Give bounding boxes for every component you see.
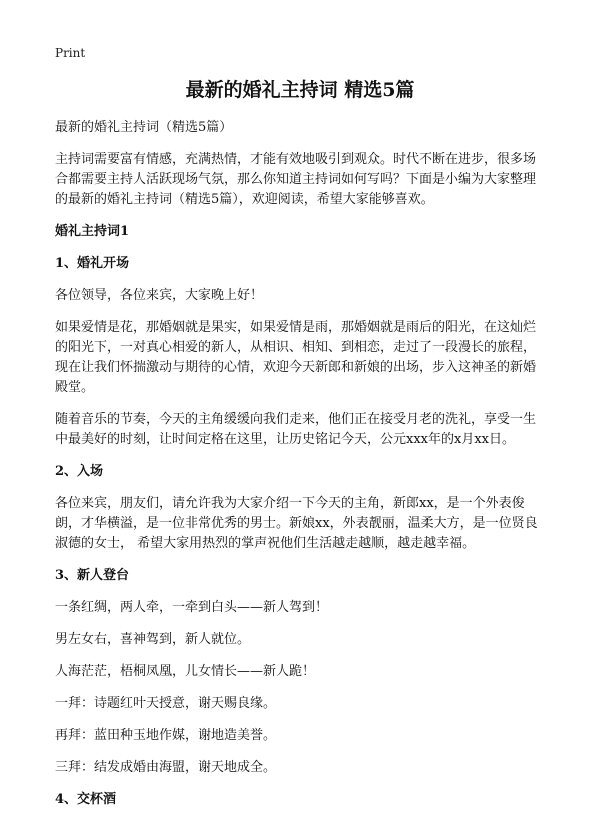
paragraph: 一条红绸，两人牵，一牵到白头——新人驾到！ <box>55 600 329 615</box>
document-body <box>55 118 545 822</box>
intro-paragraph: 主持词需要富有情感，充满热情，才能有效地吸引到观众。时代不断在进步，很多场合都需要主持人活跃现场气氛，那么你知道主持词如何写吗？下面是小编为大家整理的最新的婚礼主持词（精选5篇），欢迎阅读，希望大家能够喜欢。 <box>55 152 537 207</box>
part-heading-entrance: 2、入场 <box>55 464 104 479</box>
paragraph: 再拜：蓝田种玉地作媒，谢地造美誉。 <box>55 728 277 743</box>
paragraph: 三拜：结发成婚由海盟，谢天地成全。 <box>55 760 277 775</box>
section-title: 婚礼主持词1 <box>55 224 130 239</box>
subtitle: 最新的婚礼主持词（精选5篇） <box>55 120 233 135</box>
paragraph: 一拜：诗题红叶天授意，谢天赐良缘。 <box>55 696 277 711</box>
paragraph: 随着音乐的节奏，今天的主角缓缓向我们走来，他们正在接受月老的洗礼，享受一生中最美好的时刻，让时间定格在这里，让历史铭记今天，公元xxx年的x月xx日。 <box>55 412 537 447</box>
paragraph: 各位来宾，朋友们，请允许我为大家介绍一下今天的主角，新郎xx，是一个外表俊朗，才华横溢，是一位非常优秀的男士。新娘xx，外表靓丽，温柔大方，是一位贤良淑德的女士， 希望大家用热烈的掌声祝他们生活越走越顺，越走越幸福。 <box>55 496 538 551</box>
paragraph: 如果爱情是花，那婚姻就是果实，如果爱情是雨，那婚姻就是雨后的阳光，在这灿烂的阳光下，一对真心相爱的新人，从相识、相知、到相恋，走过了一段漫长的旅程，现在让我们怀揣激动与期待的心情，欢迎今天新郎和新娘的出场，步入这神圣的新婚殿堂。 <box>55 320 537 395</box>
paragraph: 男左女右，喜神驾到，新人就位。 <box>55 632 251 647</box>
part-heading-opening: 1、婚礼开场 <box>55 256 130 271</box>
paragraph: 人海茫茫，梧桐凤凰，儿女情长——新人跪！ <box>55 664 316 679</box>
print-label: Print <box>55 46 86 60</box>
document-title: 最新的婚礼主持词 精选5篇 <box>185 79 415 101</box>
paragraph: 各位领导，各位来宾，大家晚上好！ <box>55 288 264 303</box>
part-heading-toast: 4、交杯酒 <box>55 792 117 807</box>
part-heading-stage: 3、新人登台 <box>55 568 130 583</box>
